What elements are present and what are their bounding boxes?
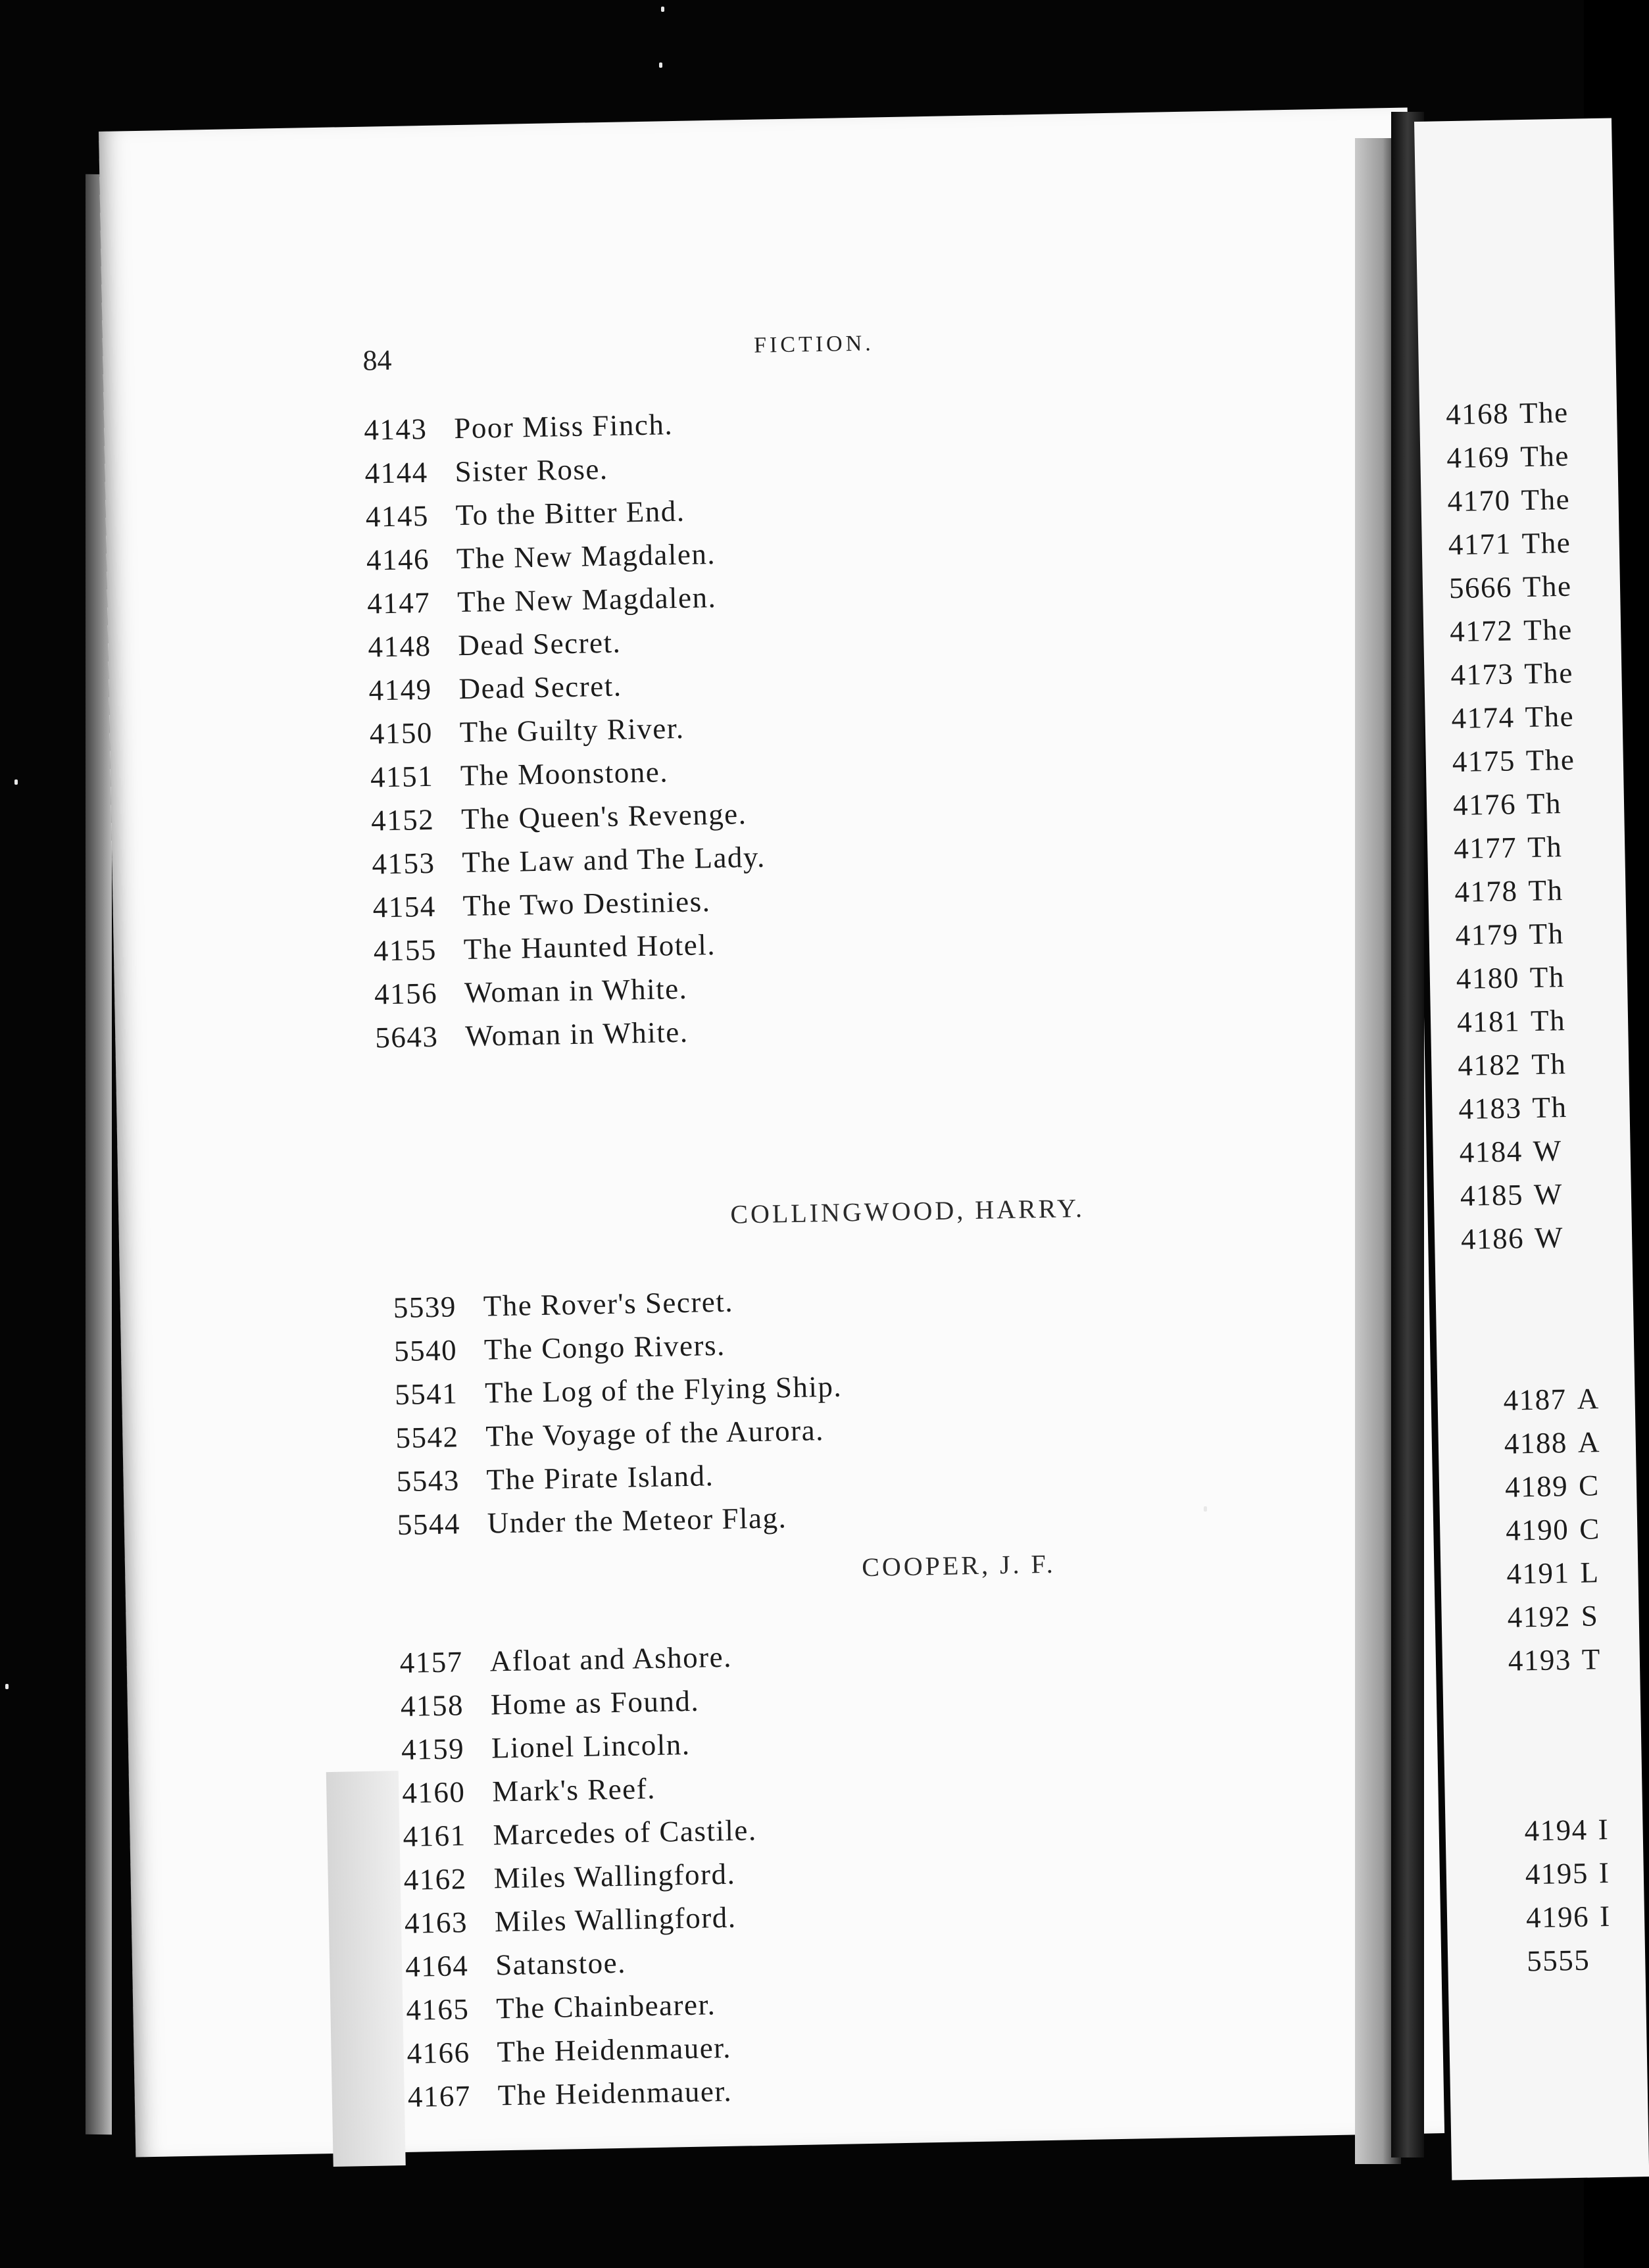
- book-title: The: [1523, 612, 1573, 647]
- catalog-entry: [1459, 1133, 1562, 1170]
- book-title: I: [1598, 1813, 1610, 1846]
- book-title: Marcedes of Castile.: [493, 1813, 758, 1852]
- catalog-number: 4180: [1456, 961, 1520, 996]
- book-title: The: [1519, 395, 1569, 430]
- book-title: The Rover's Secret.: [483, 1285, 734, 1323]
- catalog-entry: [1504, 1425, 1600, 1461]
- book-title: The: [1523, 656, 1574, 691]
- catalog-number: 5543: [396, 1464, 460, 1498]
- book-title: The Heidenmauer.: [497, 2031, 732, 2069]
- book-title: Satanstoe.: [495, 1946, 627, 1982]
- catalog-entry: [1457, 1003, 1566, 1039]
- catalog-number: 4154: [372, 889, 437, 924]
- book-title: The Two Destinies.: [462, 885, 711, 923]
- right-page-partial: [1414, 118, 1649, 2181]
- catalog-entry: [1449, 569, 1572, 605]
- book-title: Dead Secret.: [458, 669, 622, 706]
- catalog-entry: [1460, 1177, 1563, 1213]
- catalog-number: 5555: [1526, 1943, 1590, 1978]
- catalog-entry: [394, 1328, 726, 1368]
- catalog-entry: [1506, 1512, 1600, 1548]
- book-title: Sister Rose.: [455, 452, 609, 489]
- catalog-number: 4161: [403, 1819, 467, 1853]
- book-title: The Haunted Hotel.: [463, 928, 716, 966]
- book-title: W: [1533, 1177, 1563, 1211]
- book-title: Th: [1527, 874, 1563, 908]
- book-title: Th: [1531, 1047, 1567, 1081]
- catalog-entry: [1506, 1555, 1600, 1591]
- book-title: Th: [1529, 917, 1565, 951]
- catalog-entry: [368, 669, 622, 708]
- book-title: The Moonstone.: [460, 755, 669, 793]
- catalog-entry: [1527, 1942, 1601, 1978]
- catalog-entry: [367, 580, 717, 621]
- book-title: The Guilty River.: [459, 711, 685, 749]
- catalog-number: 4179: [1455, 918, 1519, 952]
- catalog-entry: [1507, 1598, 1598, 1635]
- author-heading-collingwood: COLLINGWOOD, HARRY.: [729, 1193, 1085, 1229]
- catalog-number: 4143: [363, 412, 428, 447]
- left-page: [99, 108, 1444, 2157]
- catalog-number: 4175: [1452, 744, 1516, 779]
- catalog-entry: [1503, 1381, 1600, 1418]
- book-title: The Voyage of the Aurora.: [485, 1414, 825, 1453]
- catalog-entry: [372, 884, 711, 924]
- catalog-entry: [1461, 1220, 1564, 1256]
- catalog-number: 5539: [393, 1290, 457, 1325]
- catalog-number: 4194: [1524, 1813, 1588, 1848]
- catalog-number: 4147: [366, 585, 431, 620]
- catalog-entry: [1454, 829, 1563, 866]
- book-title: S: [1581, 1599, 1599, 1633]
- catalog-entry: [373, 927, 716, 968]
- book-title: C: [1579, 1512, 1601, 1546]
- catalog-entry: [1524, 1812, 1609, 1848]
- catalog-number: 4157: [399, 1645, 464, 1679]
- book-title: Home as Found.: [490, 1684, 700, 1721]
- catalog-entry: [1450, 656, 1573, 692]
- book-title: W: [1533, 1134, 1563, 1168]
- catalog-number: 4176: [1452, 787, 1517, 822]
- catalog-number: 4144: [364, 455, 429, 490]
- catalog-entry: [405, 1946, 627, 1984]
- page-edge-fold: [326, 1771, 406, 2167]
- book-title: Poor Miss Finch.: [453, 408, 674, 445]
- catalog-entry: [1446, 439, 1569, 475]
- catalog-entry: [1451, 699, 1574, 735]
- catalog-entry: [402, 1771, 656, 1810]
- book-title: Th: [1529, 960, 1565, 994]
- catalog-entry: [1446, 395, 1569, 431]
- catalog-entry: [1525, 1856, 1610, 1891]
- book-title: The Chainbearer.: [495, 1988, 716, 2025]
- catalog-entry: [1526, 1899, 1611, 1935]
- dust-speck: [659, 62, 662, 68]
- catalog-entry: [400, 1684, 699, 1723]
- catalog-number: 4159: [401, 1732, 465, 1766]
- catalog-number: 4166: [406, 2036, 471, 2070]
- book-title: Th: [1532, 1090, 1567, 1124]
- dust-speck: [661, 7, 664, 12]
- catalog-number: 4168: [1445, 397, 1510, 431]
- catalog-entry: [364, 452, 608, 491]
- catalog-number: 4152: [370, 802, 435, 837]
- book-title: Th: [1526, 787, 1562, 821]
- book-title: The Pirate Island.: [486, 1459, 714, 1496]
- book-title: Dead Secret.: [457, 626, 622, 662]
- catalog-number: 5542: [395, 1420, 459, 1455]
- catalog-number: 4158: [400, 1689, 464, 1723]
- catalog-number: 4178: [1454, 874, 1518, 909]
- book-title: A: [1577, 1382, 1600, 1416]
- catalog-number: 4181: [1456, 1004, 1521, 1039]
- book-title: The: [1519, 439, 1570, 474]
- catalog-entry: [405, 1900, 737, 1940]
- book-title: The New Magdalen.: [456, 537, 716, 576]
- catalog-number: 4150: [369, 716, 433, 751]
- dust-speck: [1204, 1506, 1207, 1512]
- catalog-entry: [393, 1285, 733, 1325]
- page-number: 84: [362, 343, 392, 377]
- running-title: FICTION.: [753, 331, 875, 358]
- catalog-entry: [366, 537, 716, 578]
- catalog-entry: [1450, 612, 1573, 649]
- catalog-entry: [1453, 786, 1562, 822]
- catalog-entry: [397, 1500, 787, 1542]
- catalog-entry: [401, 1727, 691, 1767]
- catalog-number: 4189: [1504, 1469, 1569, 1504]
- catalog-number: 4192: [1507, 1600, 1571, 1634]
- book-title: Mark's Reef.: [491, 1771, 656, 1808]
- catalog-entry: [374, 972, 688, 1012]
- catalog-number: 4182: [1457, 1048, 1521, 1083]
- catalog-entry: [1452, 743, 1575, 779]
- catalog-number: 4184: [1459, 1135, 1523, 1169]
- catalog-number: 4172: [1449, 614, 1514, 649]
- catalog-number: 4195: [1525, 1856, 1589, 1891]
- book-title: The: [1521, 526, 1571, 560]
- catalog-entry: [395, 1413, 824, 1455]
- catalog-number: 4187: [1503, 1383, 1567, 1417]
- book-title: I: [1599, 1899, 1611, 1933]
- catalog-number: 4173: [1450, 657, 1514, 692]
- catalog-number: 4148: [367, 629, 431, 664]
- book-title: The New Magdalen.: [456, 580, 717, 619]
- catalog-entry: [406, 1987, 716, 2027]
- catalog-entry: [370, 754, 669, 794]
- book-title: Miles Wallingford.: [493, 1857, 736, 1895]
- catalog-number: 4153: [372, 846, 435, 881]
- book-title: The: [1525, 699, 1575, 734]
- catalog-number: 4167: [407, 2079, 472, 2113]
- catalog-number: 4188: [1504, 1426, 1568, 1460]
- book-title: Afloat and Ashore.: [489, 1640, 733, 1678]
- catalog-number: 4196: [1525, 1900, 1590, 1935]
- catalog-number: 4162: [403, 1862, 468, 1896]
- dust-speck: [14, 779, 18, 785]
- catalog-number: 5544: [397, 1507, 461, 1542]
- catalog-number: 4151: [370, 759, 434, 794]
- catalog-number: 4190: [1505, 1513, 1569, 1547]
- catalog-number: 4183: [1458, 1091, 1522, 1126]
- catalog-entry: [1508, 1642, 1601, 1678]
- catalog-number: 5540: [393, 1333, 458, 1368]
- catalog-number: 4165: [405, 1992, 470, 2027]
- catalog-entry: [403, 1857, 735, 1897]
- catalog-entry: [1447, 482, 1570, 518]
- catalog-entry: [1448, 526, 1571, 562]
- catalog-entry: [372, 840, 766, 881]
- book-title: The Law and The Lady.: [461, 840, 766, 879]
- catalog-number: 4164: [405, 1949, 469, 1983]
- book-title: C: [1578, 1469, 1600, 1502]
- book-title: L: [1580, 1556, 1600, 1589]
- book-title: A: [1577, 1425, 1601, 1459]
- book-title: Woman in White.: [464, 1015, 689, 1053]
- catalog-entry: [406, 2031, 731, 2071]
- catalog-number: 4160: [401, 1775, 466, 1810]
- catalog-number: 4186: [1460, 1221, 1525, 1256]
- book-title: The Heidenmauer.: [497, 2074, 733, 2112]
- catalog-number: 5666: [1448, 570, 1513, 605]
- book-title: Th: [1530, 1004, 1566, 1037]
- catalog-number: 4149: [368, 672, 433, 707]
- book-title: Miles Wallingford.: [494, 1900, 737, 1938]
- catalog-number: 4177: [1453, 831, 1517, 866]
- catalog-entry: [365, 494, 685, 534]
- book-title: The Queen's Revenge.: [460, 797, 747, 836]
- book-title: Lionel Lincoln.: [491, 1727, 691, 1765]
- catalog-number: 4185: [1460, 1178, 1524, 1212]
- right-entries-a: [1414, 118, 1612, 1256]
- catalog-entry: [375, 1015, 689, 1055]
- book-title: The Log of the Flying Ship.: [484, 1369, 843, 1410]
- book-title: To the Bitter End.: [455, 494, 685, 532]
- book-title: The: [1522, 569, 1572, 604]
- catalog-number: 4193: [1508, 1643, 1572, 1677]
- catalog-entry: [396, 1458, 714, 1498]
- author-heading-cooper: COOPER, J. F.: [861, 1548, 1056, 1583]
- catalog-entry: [399, 1640, 732, 1680]
- catalog-number: 4174: [1451, 701, 1515, 735]
- catalog-number: 4155: [373, 933, 437, 968]
- book-title: Th: [1527, 830, 1563, 864]
- catalog-number: 4170: [1447, 483, 1512, 518]
- catalog-entry: [395, 1369, 843, 1412]
- catalog-number: 5541: [394, 1377, 458, 1412]
- catalog-entry: [364, 407, 674, 447]
- book-title: The: [1525, 743, 1575, 777]
- catalog-number: 4191: [1506, 1556, 1570, 1590]
- catalog-number: 4169: [1446, 440, 1510, 475]
- catalog-number: 4156: [374, 976, 438, 1011]
- book-title: W: [1534, 1221, 1564, 1254]
- catalog-entry: [1454, 873, 1563, 909]
- book-title: Under the Meteor Flag.: [487, 1501, 787, 1540]
- dust-speck: [5, 1684, 9, 1689]
- catalog-entry: [1456, 960, 1565, 996]
- catalog-entry: [1458, 1090, 1567, 1126]
- catalog-entry: [1458, 1047, 1567, 1083]
- catalog-entry: [369, 711, 685, 751]
- catalog-number: 4146: [366, 542, 430, 577]
- catalog-number: 5643: [374, 1020, 439, 1054]
- catalog-number: 4171: [1448, 527, 1512, 562]
- catalog-entry: [1455, 916, 1564, 952]
- catalog-entry: [368, 626, 622, 664]
- book-title: Woman in White.: [464, 972, 688, 1010]
- catalog-number: 4145: [365, 499, 430, 533]
- catalog-entry: [1505, 1468, 1600, 1504]
- catalog-number: 4163: [404, 1906, 468, 1940]
- catalog-entry: [371, 797, 747, 837]
- book-title: The: [1521, 482, 1571, 517]
- book-title: The Congo Rivers.: [483, 1328, 726, 1366]
- catalog-entry: [403, 1813, 757, 1854]
- catalog-entry: [407, 2074, 732, 2114]
- book-title: I: [1598, 1856, 1610, 1890]
- book-title: T: [1581, 1642, 1602, 1676]
